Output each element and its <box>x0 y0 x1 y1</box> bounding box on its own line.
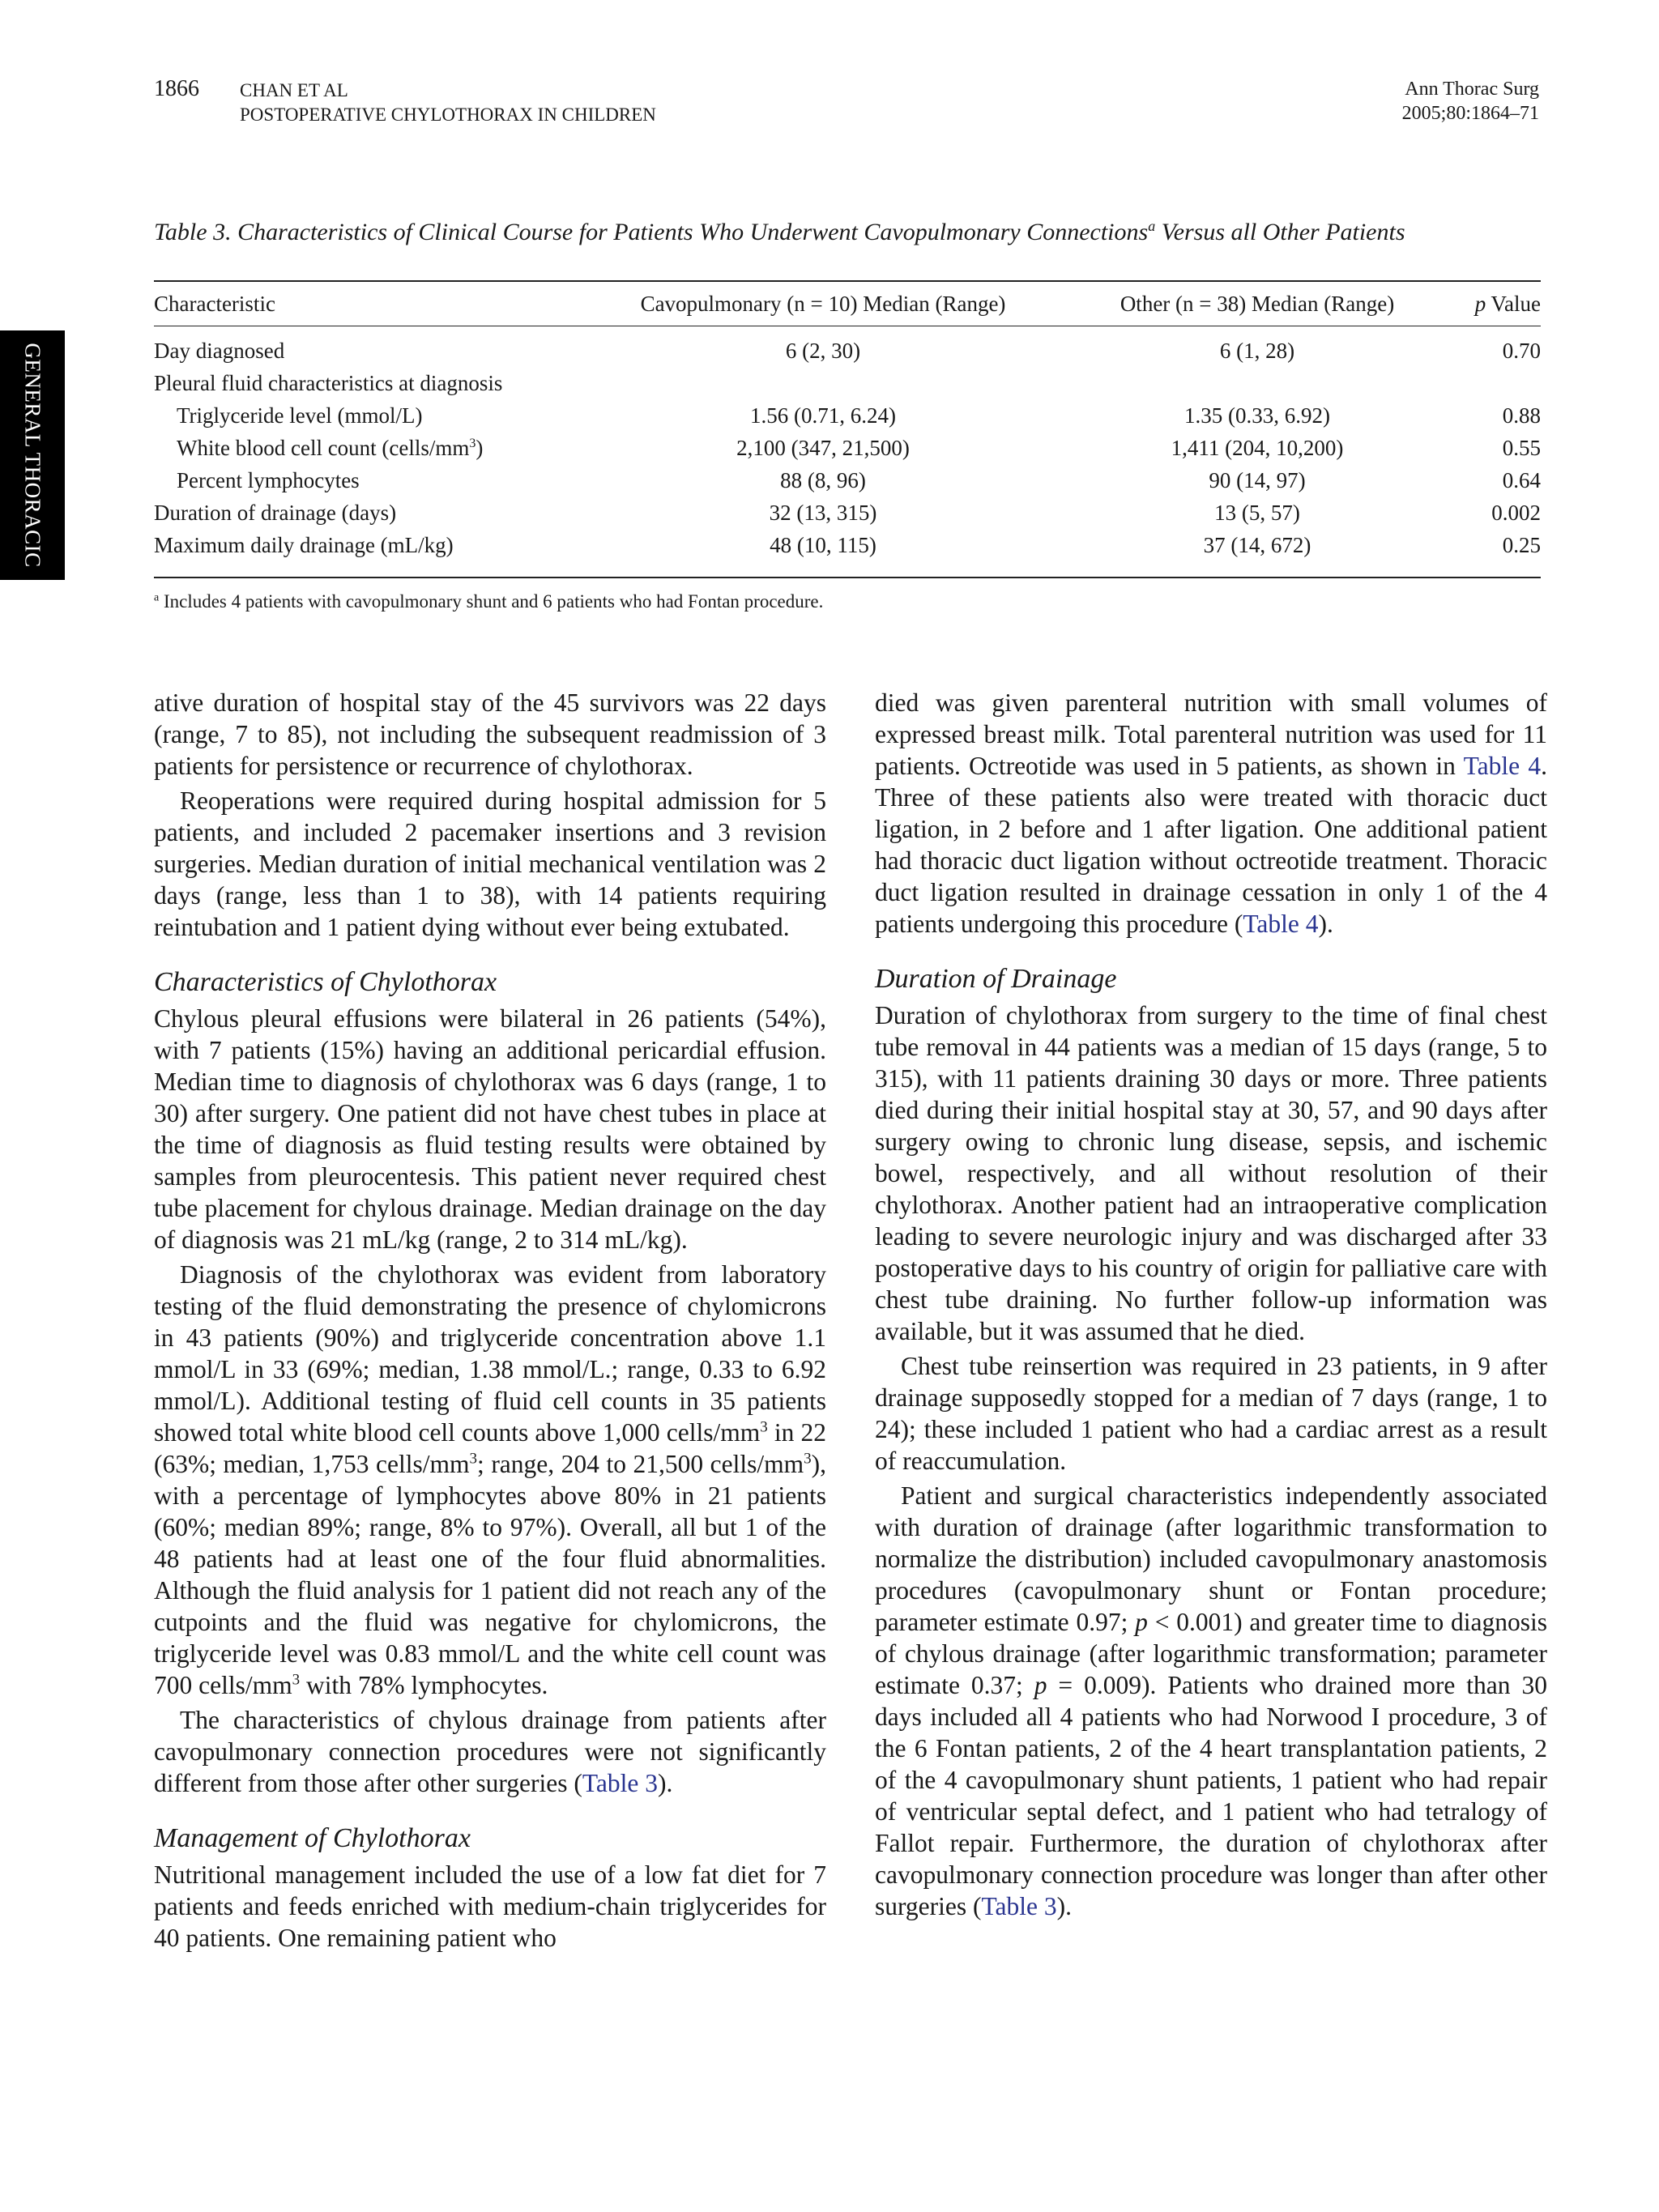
text-run: ), with a percentage of lymphocytes above 80% in 21 patients (60%; median 89%; range, 8% to 97%). Overall, all but 1 of the 48 patients had at least one of the four fluid abnormalities. Although the fluid analysis for 1 patient did not reach any of the cutpoints and the fluid was negative for chylomicrons, the triglyceride level was 0.83 mmol/L and the white cell count was 700 cells/mm <box>154 1450 826 1699</box>
section-heading: Characteristics of Chylothorax <box>154 967 497 997</box>
left-text-column <box>154 687 826 1954</box>
row-other-value: 6 (1, 28) <box>1219 339 1295 363</box>
text-run: = 0.009). Patients who drained more than 30 days included all 4 patients who had Norwood I procedure, 3 of the 6 Fontan patients, 2 of the 4 heart transplantation patients, 2 of the 4 cavopulmonary shunt patients, 1 patient who had repair of ventricular septal defect, and 1 patient who had tetralogy of Fallot repair. Furthermore, the duration of chylothorax after cavopulmonary connection procedure was longer than after other surgeries ( <box>875 1671 1547 1920</box>
table-4-link[interactable]: Table 4 <box>1243 910 1319 938</box>
row-label: Percent lymphocytes <box>177 468 360 492</box>
row-cavo-value: 2,100 (347, 21,500) <box>736 436 910 460</box>
row-other-value: 37 (14, 672) <box>1203 533 1311 557</box>
row-label-text: White blood cell count (cells/mm <box>177 436 470 460</box>
table-caption <box>154 212 1450 246</box>
paragraph <box>875 687 1547 940</box>
table-4-link[interactable]: Table 4 <box>1463 752 1542 780</box>
row-cavo-value: 32 (13, 315) <box>769 501 877 525</box>
row-cavo-value: 88 (8, 96) <box>780 468 866 492</box>
paragraph: Nutritional management included the use of a low fat diet for 7 patients and feeds enriched with medium-chain triglycerides for 40 patients. One remaining patient who <box>154 1860 826 1952</box>
paragraph <box>154 1259 826 1701</box>
side-tab-label: GENERAL THORACIC <box>20 343 45 568</box>
row-other-value: 1.35 (0.33, 6.92) <box>1184 403 1330 428</box>
table-top-rule <box>154 280 1541 282</box>
row-other-value: 90 (14, 97) <box>1209 468 1306 492</box>
superscript: 3 <box>804 1450 812 1468</box>
row-cavo-value: 48 (10, 115) <box>770 533 876 557</box>
journal-citation: 2005;80:1864–71 <box>1401 103 1539 124</box>
footnote-text: Includes 4 patients with cavopulmonary shunt and 6 patients who had Fontan procedure. <box>159 591 824 612</box>
text-run: died was given parenteral nutrition with small volumes of expressed breast milk. Total parenteral nutrition was used for 11 patients. Octreotide was used in 5 patients, as shown in <box>875 688 1547 780</box>
header-other: Other (n = 38) Median (Range) <box>1120 292 1395 316</box>
paragraph: Reoperations were required during hospital admission for 5 patients, and included 2 pacemaker insertions and 3 revision surgeries. Median duration of initial mechanical ventilation was 2 days (range, less than 1 to 38), with 14 patients requiring reintubation and 1 patient dying without ever being extubated. <box>154 786 826 941</box>
text-run: Diagnosis of the chylothorax was evident from laboratory testing of the fluid demonstrating the presence of chylomicrons in 43 patients (90%) and triglyceride concentration above 1.1 mmol/L in 33 (69%; median, 1.38 mmol/L.; range, 0.33 to 6.92 mmol/L). Additional testing of fluid cell counts in 35 patients showed total white blood cell counts above 1,000 cells/mm <box>154 1260 826 1447</box>
text-run: in 22 (63%; median, 1,753 cells/mm <box>154 1418 826 1478</box>
paragraph: Chylous pleural effusions were bilateral in 26 patients (54%), with 7 patients (15%) having an additional pericardial effusion. Median time to diagnosis of chylothorax was 6 days (range, 1 to 30) after surgery. One patient did not have chest tubes in place at the time of diagnosis as fluid testing results were obtained by samples from pleurocentesis. This patient never required chest tube placement for chylous drainage. Median drainage on the day of diagnosis was 21 mL/kg (range, 2 to 314 mL/kg). <box>154 1004 826 1254</box>
p-symbol: p <box>1034 1671 1047 1699</box>
text-run: The characteristics of chylous drainage from patients after cavopulmonary connection procedures were not significantly different from those after other surgeries ( <box>154 1706 826 1797</box>
row-label: Day diagnosed <box>154 339 285 363</box>
header-characteristic: Characteristic <box>154 292 275 316</box>
row-label-sup: 3 <box>469 437 476 450</box>
row-label <box>177 436 483 461</box>
row-p-value: 0.002 <box>1491 501 1541 525</box>
row-cavo-value: 6 (2, 30) <box>785 339 861 363</box>
row-label: Maximum daily drainage (mL/kg) <box>154 533 454 557</box>
row-p-value: 0.25 <box>1502 533 1541 557</box>
superscript: 3 <box>292 1671 301 1689</box>
text-run: ). <box>1318 910 1333 938</box>
superscript: 3 <box>469 1450 478 1468</box>
text-run: < 0.001) and greater time to diagnosis of chylous drainage (after logarithmic transformation; parameter estimate 0.37; <box>875 1608 1547 1699</box>
text-run: . Three of these patients also were treated with thoracic duct ligation, in 2 before and 1 after ligation. One additional patient had thoracic duct ligation without octreotide treatment. Thoracic duct ligation resulted in drainage cessation in only 1 of the 4 patients undergoing this procedure ( <box>875 752 1547 938</box>
text-run: Patient and surgical characteristics independently associated with duration of drainage (after logarithmic transformation to normalize the distribution) included cavopulmonary anastomosis procedures (cavopulmonary shunt or Fontan procedure; parameter estimate 0.97; <box>875 1481 1547 1636</box>
superscript: 3 <box>760 1418 768 1436</box>
running-authors: CHAN ET AL <box>240 80 348 100</box>
section-side-tab <box>0 330 65 580</box>
paragraph <box>875 1480 1547 1922</box>
row-p-value: 0.70 <box>1502 339 1541 363</box>
paragraph <box>154 1704 826 1799</box>
row-cavo-value: 1.56 (0.71, 6.24) <box>750 403 896 428</box>
table-footnote <box>154 591 823 612</box>
text-run: ). <box>658 1769 673 1797</box>
table-bottom-rule <box>154 577 1541 578</box>
paragraph: Duration of chylothorax from surgery to the time of final chest tube removal in 44 patients was a median of 15 days (range, 5 to 315), with 11 patients draining 30 days or more. Three patients died during their initial hospital stay at 30, 57, and 90 days after surgery owing to chronic lung disease, sepsis, and ischemic bowel, respectively, and all without resolution of their chylothorax. Another patient had an intraoperative complication leading to severe neurologic injury and was discharged after 33 postoperative days to his country of origin for palliative care with chest tube draining. No further follow-up information was available, but it was assumed that he died. <box>875 1001 1547 1345</box>
paragraph: Chest tube reinsertion was required in 23 patients, in 9 after drainage supposedly stopped for a median of 7 days (range, 1 to 24); these included 1 patient who had a cardiac arrest as a result of reaccumulation. <box>875 1352 1547 1475</box>
row-other-value: 13 (5, 57) <box>1214 501 1300 525</box>
row-other-value: 1,411 (204, 10,200) <box>1171 436 1344 460</box>
right-text-column <box>875 687 1547 1922</box>
caption-text: Table 3. Characteristics of Clinical Course for Patients Who Underwent Cavopulmonary Connections <box>154 219 1149 245</box>
row-label: Triglyceride level (mmol/L) <box>177 403 423 428</box>
section-heading: Duration of Drainage <box>875 964 1117 994</box>
caption-footnote-mark: a <box>1148 218 1156 234</box>
header-p-italic: p <box>1474 292 1486 316</box>
table-3-link[interactable]: Table 3 <box>981 1892 1057 1920</box>
running-header-right <box>1402 77 1539 126</box>
row-p-value: 0.55 <box>1502 436 1541 460</box>
text-run: with 78% lymphocytes. <box>300 1671 548 1699</box>
row-label-end: ) <box>476 436 484 460</box>
caption-text-end: Versus all Other Patients <box>1155 219 1405 245</box>
paragraph: ative duration of hospital stay of the 45 survivors was 22 days (range, 7 to 85), not including the subsequent readmission of 3 patients for persistence or recurrence of chylothorax. <box>154 688 826 780</box>
header-cavopulmonary: Cavopulmonary (n = 10) Median (Range) <box>640 292 1006 316</box>
text-run: ; range, 204 to 21,500 cells/mm <box>477 1450 804 1478</box>
row-label: Duration of drainage (days) <box>154 501 397 525</box>
section-heading: Management of Chylothorax <box>154 1823 471 1853</box>
header-p-rest: Value <box>1486 292 1541 316</box>
row-p-value: 0.64 <box>1502 468 1541 492</box>
footnote-mark: a <box>154 591 160 604</box>
p-symbol: p <box>1135 1608 1148 1636</box>
text-run: ). <box>1056 1892 1073 1920</box>
table-3-link[interactable]: Table 3 <box>582 1769 659 1797</box>
journal-name: Ann Thorac Surg <box>1405 79 1539 100</box>
header-p-value <box>1444 292 1541 317</box>
page-number: 1866 <box>154 76 199 101</box>
running-title: POSTOPERATIVE CHYLOTHORAX IN CHILDREN <box>240 104 656 125</box>
row-label: Pleural fluid characteristics at diagnosis <box>154 371 503 395</box>
row-p-value: 0.88 <box>1502 403 1541 428</box>
